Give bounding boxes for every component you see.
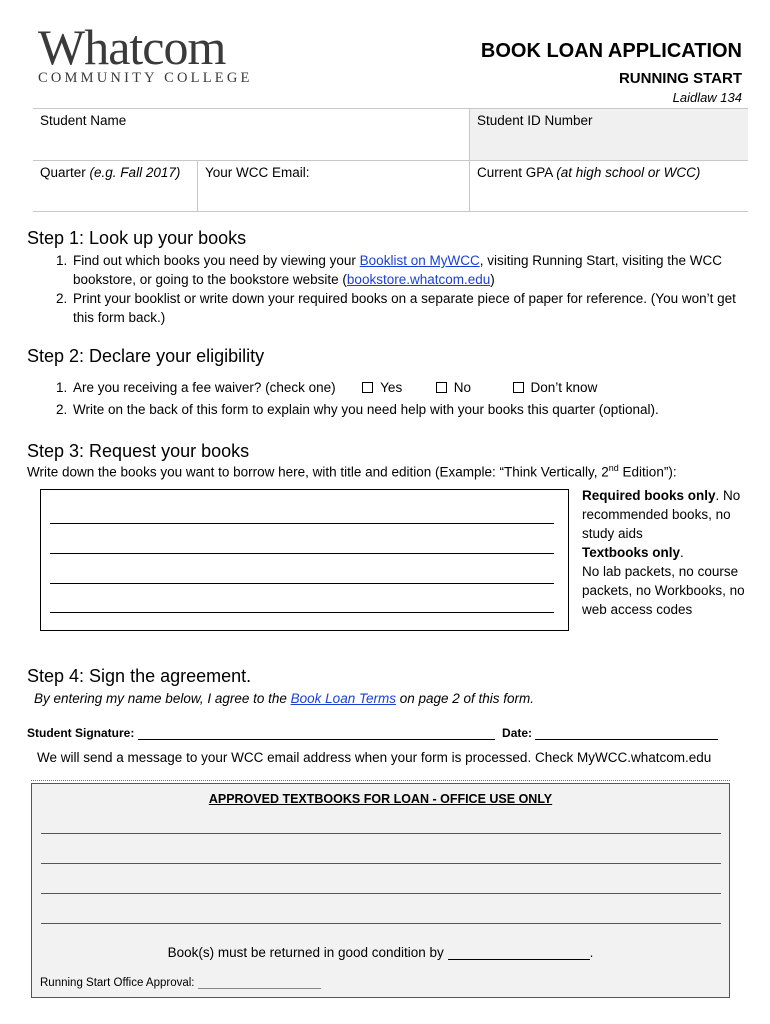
college-logo-subtitle: COMMUNITY COLLEGE (38, 70, 253, 86)
office-use-box (31, 783, 730, 998)
office-approval-label: Running Start Office Approval: (40, 977, 195, 989)
fee-waiver-yes-label: Yes (380, 380, 403, 395)
student-name-field[interactable] (33, 109, 469, 160)
fee-waiver-no-label: No (453, 380, 471, 395)
approved-book-line-4[interactable] (41, 923, 721, 924)
student-id-field[interactable] (470, 109, 748, 160)
step1-heading: Step 1: Look up your books (27, 228, 247, 248)
approved-book-line-3[interactable] (41, 893, 721, 894)
quarter-field[interactable] (33, 161, 197, 212)
processing-message: We will send a message to your WCC email address when your form is processed. Check MyWCC.whatcom.edu (37, 750, 712, 765)
gpa-label: Current GPA (477, 165, 553, 180)
step3-instructions: Write down the books you want to borrow here, with title and edition (Example: “Think Vertically, 2nd Edition”): (27, 463, 677, 480)
office-approval-field[interactable] (198, 977, 321, 989)
approved-book-line-1[interactable] (41, 833, 721, 834)
signature-label: Student Signature: (27, 726, 135, 740)
step2-list (56, 378, 746, 419)
book-entry-line-2[interactable] (50, 553, 554, 554)
fee-waiver-no-checkbox[interactable] (436, 382, 447, 393)
student-info-table (33, 108, 748, 212)
office-separator (31, 780, 730, 781)
office-location: Laidlaw 134 (672, 90, 742, 105)
step3-heading: Step 3: Request your books (27, 441, 250, 461)
approved-book-line-2[interactable] (41, 863, 721, 864)
date-label: Date: (502, 726, 533, 740)
gpa-field[interactable] (470, 161, 748, 212)
quarter-hint: (e.g. Fall 2017) (89, 165, 181, 180)
quarter-label: Quarter (40, 165, 86, 180)
form-title: BOOK LOAN APPLICATION (480, 40, 742, 62)
book-request-box (40, 489, 569, 631)
date-field[interactable] (535, 739, 718, 740)
book-requirements-note: Required books only. No recommended books, no study aids Textbooks only. No lab packets, no course packets, no Workbooks, no web access codes (582, 488, 745, 617)
return-date-field[interactable] (448, 946, 590, 960)
office-approval-row (40, 977, 321, 989)
step1-list (56, 251, 746, 327)
student-name-label: Student Name (40, 113, 127, 128)
office-use-title: APPROVED TEXTBOOKS FOR LOAN - OFFICE USE ONLY (208, 792, 553, 806)
signature-row (27, 726, 718, 740)
return-condition-text: Book(s) must be returned in good condition by . (167, 945, 594, 960)
agreement-text: By entering my name below, I agree to the Book Loan Terms on page 2 of this form. (34, 691, 535, 706)
fee-waiver-yes-checkbox[interactable] (362, 382, 373, 393)
book-entry-line-3[interactable] (50, 583, 554, 584)
book-loan-terms-link[interactable]: Book Loan Terms (290, 691, 396, 706)
step2-item-2: 2. Write on the back of this form to explain why you need help with your books this quarter (optional). (56, 402, 659, 417)
booklist-link[interactable]: Booklist on MyWCC (359, 253, 480, 268)
book-entry-line-4[interactable] (50, 612, 554, 613)
step2-item-1: 1. Are you receiving a fee waiver? (check one) Yes No Don’t know (56, 380, 598, 395)
gpa-hint: (at high school or WCC) (556, 165, 701, 180)
student-id-label: Student ID Number (477, 113, 593, 128)
step1-item-2: 2. Print your booklist or write down your required books on a separate piece of paper for reference. (You won’t get this form back.) (56, 291, 736, 325)
college-logo-wordmark: Whatcom (38, 19, 226, 75)
email-field[interactable] (198, 161, 469, 212)
bookstore-link[interactable]: bookstore.whatcom.edu (346, 272, 491, 287)
signature-field[interactable] (138, 739, 495, 740)
fee-waiver-dont-know-label: Don’t know (530, 380, 598, 395)
email-label: Your WCC Email: (205, 165, 310, 180)
book-entry-line-1[interactable] (50, 523, 554, 524)
form-subtitle: RUNNING START (618, 70, 742, 87)
step4-heading: Step 4: Sign the agreement. (27, 666, 252, 686)
step1-item-1: 1. Find out which books you need by viewing your Booklist on MyWCC, visiting Running Start, visiting the WCC bookstore, or going to the bookstore website (bookstore.whatcom.edu) (56, 253, 723, 287)
fee-waiver-dont-know-checkbox[interactable] (513, 382, 524, 393)
step2-heading: Step 2: Declare your eligibility (27, 346, 265, 366)
